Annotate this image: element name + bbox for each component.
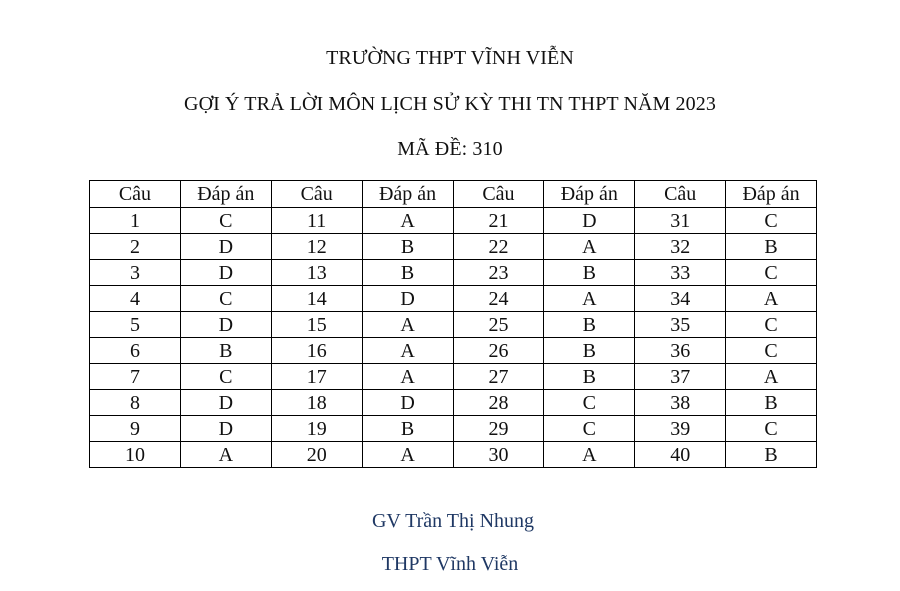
table-row	[90, 416, 817, 442]
answer-cell: C	[726, 312, 817, 338]
teacher-signature: GV Trần Thị Nhung	[371, 510, 535, 532]
table-row	[90, 338, 817, 364]
question-number-cell: 16	[271, 338, 362, 364]
question-number-cell: 20	[271, 442, 362, 468]
answer-cell: D	[544, 208, 635, 234]
answer-cell: C	[726, 208, 817, 234]
question-number-cell: 8	[90, 390, 181, 416]
question-number-cell: 17	[271, 364, 362, 390]
question-number-cell: 18	[271, 390, 362, 416]
question-number-cell: 3	[90, 260, 181, 286]
answer-cell: B	[544, 364, 635, 390]
answer-cell: B	[362, 260, 453, 286]
answer-cell: A	[726, 286, 817, 312]
question-number-cell: 19	[271, 416, 362, 442]
question-number-cell: 11	[271, 208, 362, 234]
question-number-cell: 27	[453, 364, 544, 390]
answer-cell: D	[180, 260, 271, 286]
answer-cell: B	[544, 338, 635, 364]
answer-cell: D	[180, 416, 271, 442]
answer-cell: B	[726, 442, 817, 468]
answer-cell: C	[180, 364, 271, 390]
question-number-cell: 15	[271, 312, 362, 338]
question-number-cell: 38	[635, 390, 726, 416]
table-row	[90, 208, 817, 234]
question-number-cell: 36	[635, 338, 726, 364]
table-row	[90, 364, 817, 390]
question-number-cell: 29	[453, 416, 544, 442]
question-number-cell: 32	[635, 234, 726, 260]
question-number-cell: 13	[271, 260, 362, 286]
answer-cell: C	[544, 390, 635, 416]
answer-cell: D	[362, 390, 453, 416]
answer-cell: A	[544, 286, 635, 312]
answer-cell: B	[544, 260, 635, 286]
question-number-cell: 9	[90, 416, 181, 442]
answer-cell: A	[544, 234, 635, 260]
question-number-cell: 31	[635, 208, 726, 234]
table-row	[90, 234, 817, 260]
question-number-cell: 25	[453, 312, 544, 338]
answer-cell: D	[362, 286, 453, 312]
column-header-question: Câu	[271, 181, 362, 208]
question-number-cell: 6	[90, 338, 181, 364]
document-title: GỢI Ý TRẢ LỜI MÔN LỊCH SỬ KỲ THI TN THPT NĂM 2023	[184, 93, 716, 115]
answer-cell: B	[726, 390, 817, 416]
answer-cell: A	[180, 442, 271, 468]
school-signature: THPT Vĩnh Viễn	[381, 553, 519, 575]
question-number-cell: 40	[635, 442, 726, 468]
answer-cell: C	[180, 286, 271, 312]
question-number-cell: 4	[90, 286, 181, 312]
answer-cell: C	[726, 338, 817, 364]
question-number-cell: 34	[635, 286, 726, 312]
question-number-cell: 10	[90, 442, 181, 468]
column-header-answer: Đáp án	[544, 181, 635, 208]
answer-cell: A	[544, 442, 635, 468]
table-header-row	[90, 181, 817, 208]
question-number-cell: 24	[453, 286, 544, 312]
answer-cell: C	[544, 416, 635, 442]
column-header-question: Câu	[635, 181, 726, 208]
question-number-cell: 28	[453, 390, 544, 416]
question-number-cell: 1	[90, 208, 181, 234]
answer-cell: A	[362, 312, 453, 338]
question-number-cell: 30	[453, 442, 544, 468]
question-number-cell: 2	[90, 234, 181, 260]
answer-cell: B	[180, 338, 271, 364]
question-number-cell: 7	[90, 364, 181, 390]
column-header-answer: Đáp án	[726, 181, 817, 208]
answer-cell: A	[726, 364, 817, 390]
answer-cell: C	[180, 208, 271, 234]
answer-cell: A	[362, 208, 453, 234]
answer-cell: C	[726, 416, 817, 442]
question-number-cell: 14	[271, 286, 362, 312]
question-number-cell: 35	[635, 312, 726, 338]
answer-cell: D	[180, 234, 271, 260]
answer-key-table	[89, 180, 817, 468]
table-row	[90, 390, 817, 416]
question-number-cell: 5	[90, 312, 181, 338]
column-header-answer: Đáp án	[362, 181, 453, 208]
table-row	[90, 312, 817, 338]
exam-code: MÃ ĐỀ: 310	[397, 138, 503, 160]
school-name: TRƯỜNG THPT VĨNH VIỄN	[326, 47, 574, 69]
question-number-cell: 39	[635, 416, 726, 442]
answer-cell: B	[362, 234, 453, 260]
column-header-question: Câu	[90, 181, 181, 208]
answer-cell: D	[180, 312, 271, 338]
table-row	[90, 442, 817, 468]
question-number-cell: 33	[635, 260, 726, 286]
answer-cell: B	[726, 234, 817, 260]
answer-cell: D	[180, 390, 271, 416]
question-number-cell: 26	[453, 338, 544, 364]
answer-cell: A	[362, 442, 453, 468]
question-number-cell: 23	[453, 260, 544, 286]
question-number-cell: 12	[271, 234, 362, 260]
table-body	[90, 208, 817, 468]
question-number-cell: 21	[453, 208, 544, 234]
column-header-answer: Đáp án	[180, 181, 271, 208]
answer-cell: B	[362, 416, 453, 442]
answer-cell: B	[544, 312, 635, 338]
table-row	[90, 260, 817, 286]
column-header-question: Câu	[453, 181, 544, 208]
answer-cell: C	[726, 260, 817, 286]
answer-cell: A	[362, 338, 453, 364]
question-number-cell: 22	[453, 234, 544, 260]
table-row	[90, 286, 817, 312]
answer-cell: A	[362, 364, 453, 390]
question-number-cell: 37	[635, 364, 726, 390]
